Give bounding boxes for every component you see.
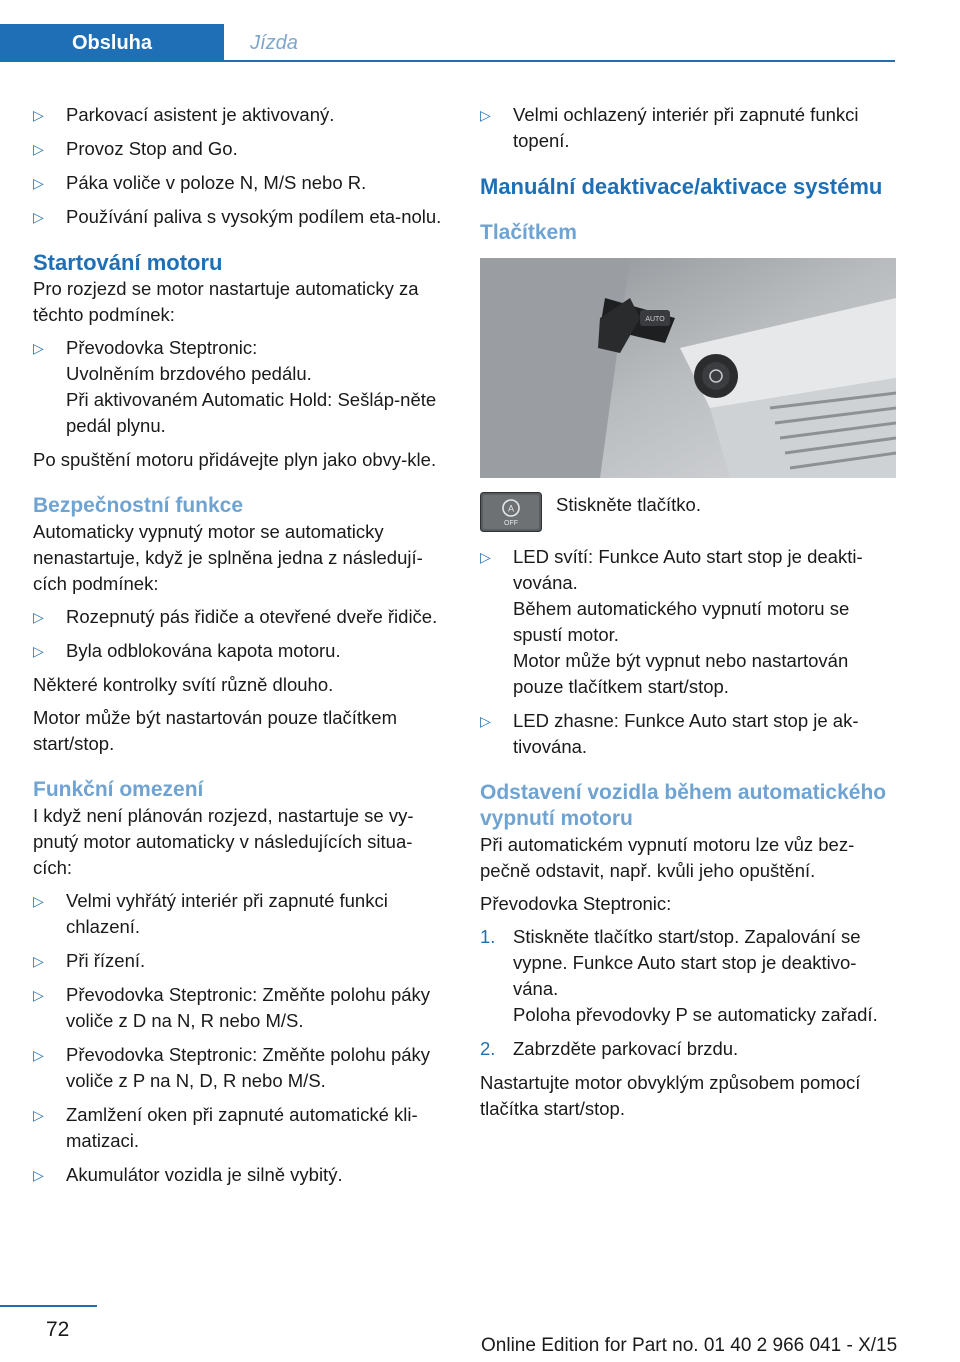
park-steps xyxy=(480,924,896,1062)
park-steptronic: Převodovka Steptronic: xyxy=(480,893,672,914)
list-item: ▷ Velmi vyhřátý interiér při zapnuté funkci chlazení. xyxy=(33,888,449,940)
step-text: Stiskněte tlačítko start/stop. Zapalování se vypne. Funkce Auto start stop je deaktivo-vána. xyxy=(513,926,861,999)
list-item-sub: Během automatického vypnutí motoru se spustí motor. xyxy=(513,598,850,645)
start-after: Po spuštění motoru přidávejte plyn jako obvy-kle. xyxy=(33,449,437,470)
step-text: Zabrzděte parkovací brzdu. xyxy=(513,1038,739,1059)
start-intro: Pro rozjezd se motor nastartuje automaticky za těchto podmínek: xyxy=(33,278,419,325)
footer-line xyxy=(0,1305,97,1307)
press-text: Stiskněte tlačítko. xyxy=(556,494,701,515)
list-item xyxy=(480,544,896,700)
tab-obsluha[interactable]: Obsluha xyxy=(0,24,224,62)
list-item: ▷ Při řízení. xyxy=(33,948,449,974)
list-item-title: ▷ LED svítí: Funkce Auto start stop je deakti-vována. xyxy=(513,546,863,593)
heading-odstaveni: Odstavení vozidla během automatického vypnutí motoru xyxy=(480,781,887,830)
list-item-sub: Motor může být vypnut nebo nastartován pouze tlačítkem start/stop. xyxy=(513,650,849,697)
auto-label: AUTO xyxy=(645,316,665,323)
safety-p1: Některé kontrolky svítí různě dlouho. xyxy=(33,674,334,695)
list-item: ▷ Velmi ochlazený interiér při zapnuté funkci topení. xyxy=(480,102,896,154)
limit-list xyxy=(33,888,449,1188)
heading-funkcni-omezeni: Funkční omezení xyxy=(33,778,204,801)
list-item: ▷ Páka voliče v poloze N, M/S nebo R. xyxy=(33,170,449,196)
led-list xyxy=(480,544,896,760)
edition-note: Online Edition for Part no. 01 40 2 966 041 - X/15 xyxy=(481,1335,898,1356)
conditions-list-cont xyxy=(480,102,896,154)
park-intro: Při automatickém vypnutí motoru lze vůz bez-pečně odstavit, např. kvůli jeho opuštění. xyxy=(480,834,855,881)
right-column xyxy=(480,102,896,1129)
list-item-title: ▷ Převodovka Steptronic: xyxy=(66,337,258,358)
heading-bezpecnostni: Bezpečnostní funkce xyxy=(33,494,244,517)
heading-manualni: Manuální deaktivace/aktivace systému xyxy=(480,174,883,199)
list-item: ▷ Používání paliva s vysokým podílem eta-nolu. xyxy=(33,204,449,230)
section-tabs xyxy=(0,24,895,62)
safety-intro: Automaticky vypnutý motor se automaticky nenastartuje, když je splněna jedna z následují-cích podmínek: xyxy=(33,521,423,594)
list-item-sub: Uvolněním brzdového pedálu. xyxy=(66,363,312,384)
list-item: ▷ Rozepnutý pás řidiče a otevřené dveře řidiče. xyxy=(33,604,449,630)
limit-intro: I když není plánován rozjezd, nastartuje se vy-pnutý motor automaticky v následujících situa-cích: xyxy=(33,805,414,878)
list-item: ▷ Převodovka Steptronic: Změňte polohu páky voliče z D na N, R nebo M/S. xyxy=(33,982,449,1034)
step-number: 1. xyxy=(480,926,496,947)
cockpit-photo xyxy=(480,258,896,478)
list-item: ▷ Parkovací asistent je aktivovaný. xyxy=(33,102,449,128)
list-item: ▷ LED zhasne: Funkce Auto start stop je ak-tivována. xyxy=(480,708,896,760)
tab-jizda[interactable]: Jízda xyxy=(250,32,298,54)
step-sub: Poloha převodovky P se automaticky zařadí. xyxy=(513,1004,878,1025)
heading-startovani: Startování motoru xyxy=(33,250,223,275)
tab-underline xyxy=(0,60,895,62)
list-item: ▷ Převodovka Steptronic: Změňte polohu páky voliče z P na N, D, R nebo M/S. xyxy=(33,1042,449,1094)
safety-p2: Motor může být nastartován pouze tlačítkem start/stop. xyxy=(33,707,398,754)
list-item xyxy=(480,924,896,1028)
list-item: ▷ Zamlžení oken při zapnuté automatické kli-matizaci. xyxy=(33,1102,449,1154)
safety-list xyxy=(33,604,449,664)
list-item xyxy=(480,1036,896,1062)
button-instruction xyxy=(480,492,896,532)
step-number: 2. xyxy=(480,1038,496,1059)
start-list xyxy=(33,335,449,439)
list-item-sub: Při aktivovaném Automatic Hold: Sešláp-něte pedál plynu. xyxy=(66,389,437,436)
list-item: ▷ Provoz Stop and Go. xyxy=(33,136,449,162)
off-label: OFF xyxy=(504,520,518,527)
svg-text:A: A xyxy=(507,503,515,514)
park-end: Nastartujte motor obvyklým způsobem pomocí tlačítka start/stop. xyxy=(480,1072,861,1119)
conditions-list xyxy=(33,102,449,230)
left-column xyxy=(33,102,449,1196)
list-item: ▷ Byla odblokována kapota motoru. xyxy=(33,638,449,664)
list-item: ▷ Akumulátor vozidla je silně vybitý. xyxy=(33,1162,449,1188)
page-number: 72 xyxy=(46,1318,70,1341)
auto-start-stop-off-icon xyxy=(480,492,542,532)
list-item xyxy=(33,335,449,439)
heading-tlacitkem: Tlačítkem xyxy=(480,221,577,244)
